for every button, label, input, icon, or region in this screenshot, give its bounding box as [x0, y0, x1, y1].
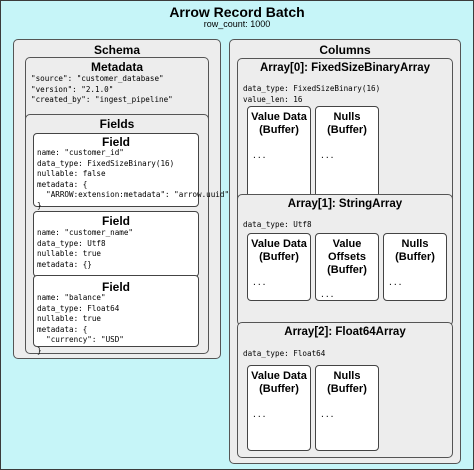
- field-card: [33, 275, 199, 355]
- field-title: Field: [101, 280, 130, 294]
- field-card: [33, 133, 230, 210]
- buffer-value-data: [247, 365, 311, 451]
- buffer-nulls: [315, 365, 379, 451]
- field-line: nullable: false: [37, 169, 106, 179]
- array-line: value_len: 16: [243, 94, 303, 104]
- fields-title: Fields: [99, 117, 135, 131]
- metadata-title: Metadata: [90, 60, 143, 74]
- columns-title: Columns: [319, 43, 371, 57]
- array-properties: [243, 349, 325, 360]
- buffer-nulls: [383, 233, 447, 301]
- buffer-label: Nulls (Buffer): [327, 370, 367, 395]
- field-line: data_type: Utf8: [37, 238, 106, 248]
- buffer-label: Value Offsets (Buffer): [327, 238, 367, 276]
- array-title: Array[2]: Float64Array: [284, 326, 406, 338]
- metadata-line: "created_by": "ingest_pipeline": [31, 95, 173, 105]
- field-properties: [37, 228, 133, 270]
- schema-box: [13, 39, 230, 359]
- buffer-label: Nulls (Buffer): [395, 238, 435, 263]
- field-line: "currency": "USD": [37, 335, 124, 345]
- field-title: Field: [101, 214, 130, 228]
- field-title: Field: [101, 135, 130, 149]
- columns-box: [229, 39, 461, 464]
- array-line: data_type: FixedSizeBinary(16): [243, 84, 381, 93]
- schema-title: Schema: [93, 43, 141, 57]
- buffer-label: Nulls (Buffer): [327, 111, 367, 136]
- array-title: Array[1]: StringArray: [287, 198, 403, 210]
- field-line: name: "customer_name": [37, 228, 134, 237]
- field-line: name: "balance": [37, 293, 106, 302]
- buffer-value-data: [247, 233, 311, 301]
- field-line: name: "customer_id": [37, 148, 124, 157]
- array-properties: [243, 84, 380, 105]
- buffer-content: ...: [320, 290, 335, 299]
- field-line: nullable: true: [37, 314, 102, 324]
- batch-title: Arrow Record Batch: [169, 4, 305, 20]
- buffer-value-offsets: [315, 233, 379, 301]
- buffer-nulls: [315, 106, 379, 198]
- field-line: metadata: {: [37, 179, 88, 189]
- buffer-content: ...: [252, 278, 267, 287]
- field-properties: [37, 293, 124, 357]
- metadata-entries: [31, 74, 173, 106]
- array-properties: [243, 220, 312, 231]
- buffer-content: ...: [320, 151, 335, 160]
- row-count: row_count: 1000: [203, 19, 271, 29]
- buffer-value-data: [247, 106, 311, 198]
- metadata-line: "version": "2.1.0": [31, 84, 114, 94]
- array-line: data_type: Float64: [243, 349, 326, 358]
- buffer-content: ...: [252, 410, 267, 419]
- field-line: }: [37, 345, 42, 355]
- fields-box: [25, 114, 230, 355]
- buffer-content: ...: [252, 151, 267, 160]
- array-box: [237, 58, 453, 206]
- array-box: [237, 194, 453, 326]
- buffer-content: ...: [320, 410, 335, 419]
- field-card: [33, 211, 199, 277]
- field-line: data_type: FixedSizeBinary(16): [37, 158, 175, 168]
- field-line: nullable: true: [37, 249, 102, 259]
- field-line: data_type: Float64: [37, 303, 120, 313]
- buffer-label: Value Data (Buffer): [251, 111, 307, 136]
- array-box: [237, 322, 453, 458]
- buffer-label: Value Data (Buffer): [251, 370, 307, 395]
- array-title: Array[0]: FixedSizeBinaryArray: [259, 62, 430, 74]
- field-line: }: [37, 200, 42, 210]
- field-line: metadata: {}: [37, 259, 92, 269]
- field-line: metadata: {: [37, 324, 88, 334]
- field-line: "ARROW:extension:metadata": "arrow.uuid": [37, 190, 230, 200]
- buffer-label: Value Data (Buffer): [251, 238, 307, 263]
- metadata-line: "source": "customer_database": [31, 74, 164, 83]
- array-line: data_type: Utf8: [243, 220, 312, 229]
- field-properties: [37, 148, 229, 212]
- buffer-content: ...: [388, 278, 403, 287]
